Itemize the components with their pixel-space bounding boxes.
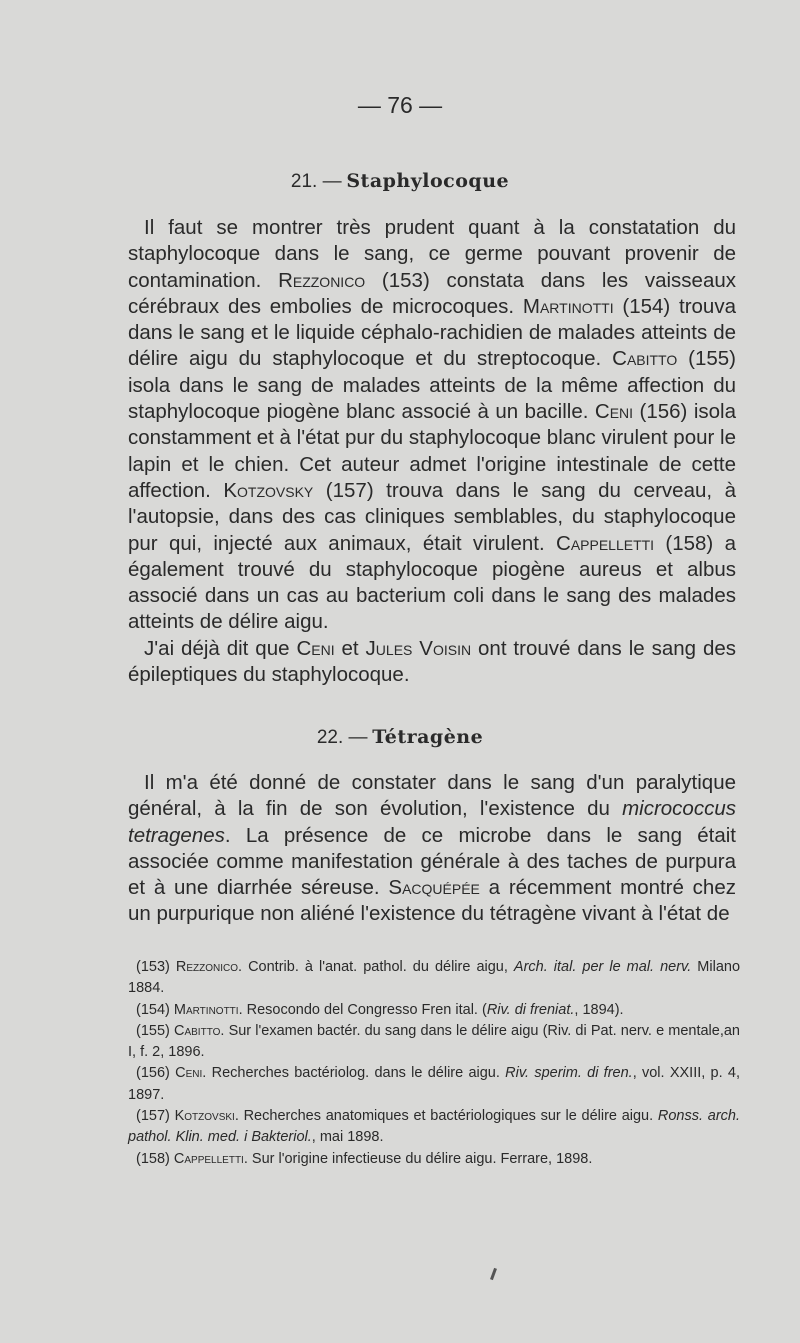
paragraph xyxy=(128,215,736,636)
author-name: Cappelletti xyxy=(556,531,655,555)
footnote-number: (157) xyxy=(136,1108,170,1125)
footnotes xyxy=(128,957,740,1170)
author-name: Jules Voisin xyxy=(365,636,472,660)
section-heading-staphylocoque xyxy=(0,170,800,193)
footnote-number: (154) xyxy=(136,1001,170,1018)
author-name: Martinotti xyxy=(522,294,614,318)
paragraph xyxy=(128,636,736,689)
section-number: 22. — xyxy=(316,727,368,748)
paragraph xyxy=(128,770,736,928)
text-run: . Resocondo del Congresso Fren ital. ( xyxy=(238,1001,487,1018)
author-name: Cappelletti xyxy=(173,1150,244,1167)
text-run: (156) isola constamment et à l'état pur du staphylocoque blanc virulent pour le lapin et le chien. Cet auteur admet l'origine intestinale de cette affection. xyxy=(128,400,736,502)
journal-title: Ronss. arch. pathol. Klin. med. i Bakteriol. xyxy=(128,1108,740,1146)
text-run: (158) a également trouvé du staphylocoque piogène aureus et albus associé dans un cas au bacterium coli dans le sang des malades atteints de délire aigu. xyxy=(128,531,736,634)
footnote xyxy=(128,1063,740,1106)
ink-mark xyxy=(490,1268,497,1280)
text-run: (153) constata dans les vaisseaux cérébraux des embolies de microcoques. xyxy=(128,268,736,318)
section-title: Tétragène xyxy=(372,726,484,748)
author-name: Rezzonico xyxy=(175,959,239,975)
text-run: (157) trouva dans le sang du cerveau, à l'autopsie, dans des cas cliniques semblables, du staphylocoque pur qui, injecté aux animaux, était virulent. xyxy=(128,478,736,555)
author-name: Rezzonico xyxy=(278,268,366,292)
text-run: . Recherches anatomiques et bactériologiques sur le délire aigu. xyxy=(234,1108,658,1125)
text-run: , 1894). xyxy=(574,1001,624,1018)
author-name: Ceni xyxy=(175,1065,203,1082)
text-run: J'ai déjà dit que xyxy=(144,636,297,660)
footnote-number: (153) xyxy=(136,959,170,975)
footnote-number: (156) xyxy=(136,1065,170,1082)
text-run: , mai 1898. xyxy=(311,1129,384,1146)
author-name: Martinotti xyxy=(173,1001,239,1018)
text-run: . Contrib. à l'anat. pathol. du délire aigu, xyxy=(238,959,514,975)
journal-title: Riv. di freniat. xyxy=(486,1001,575,1018)
text-run: . La présence de ce microbe dans le sang était associée comme manifestation générale à des taches de purpura et à une diarrhée séreuse. xyxy=(128,823,736,900)
footnote xyxy=(128,1149,740,1170)
author-name: Sacquépée xyxy=(388,876,480,900)
text-run: Il faut se montrer très prudent quant à la constatation du staphylocoque dans le sang, ce germe pouvant provenir de contamination. xyxy=(128,216,736,292)
text-run: . Recherches bactériolog. dans le délire aigu. xyxy=(202,1065,506,1082)
section-number: 21. — xyxy=(290,171,342,192)
section-body-tetragene xyxy=(128,770,736,928)
text-run: et xyxy=(334,636,366,660)
text-run: . Sur l'origine infectieuse du délire aigu. Ferrare, 1898. xyxy=(243,1150,593,1167)
text-run: Il m'a été donné de constater dans le sang d'un paralytique général, à la fin de son évolution, l'existence du xyxy=(128,771,736,821)
text-run: a récemment montré chez un purpurique non aliéné l'existence du tétragène vivant à l'état de xyxy=(128,876,736,926)
footnote-number: (158) xyxy=(136,1150,170,1167)
section-title: Staphylocoque xyxy=(346,170,510,192)
footnote xyxy=(128,957,740,1000)
text-run: , vol. XXIII, p. 4, 1897. xyxy=(128,1065,741,1103)
text-run: ont trouvé dans le sang des épileptiques du staphylocoque. xyxy=(128,636,737,687)
journal-title: Arch. ital. per le mal. nerv. xyxy=(513,959,692,975)
text-run: Milano 1884. xyxy=(128,959,741,997)
text-run: (155) isola dans le sang de malades atteints de la même affection du staphylocoque piogène blanc associé à un bacille. xyxy=(128,347,736,424)
author-name: Cabitto xyxy=(612,347,678,371)
section-body-staphylocoque xyxy=(128,215,736,688)
text-run: (154) trouva dans le sang et le liquide céphalo-rachidien de malades atteints de délire aigu du staphylocoque et du streptocoque. xyxy=(128,294,736,371)
species-name: micrococcus tetragenes xyxy=(128,797,736,847)
author-name: Ceni xyxy=(594,400,634,424)
footnote xyxy=(128,1106,740,1149)
author-name: Ceni xyxy=(296,636,335,660)
footnote xyxy=(128,1000,740,1021)
section-heading-tetragene xyxy=(0,726,800,749)
footnote xyxy=(128,1021,740,1064)
footnote-number: (155) xyxy=(136,1022,170,1039)
author-name: Kotzovsky xyxy=(223,478,314,502)
journal-title: Riv. sperim. di fren. xyxy=(505,1065,633,1082)
text-run: . Sur l'examen bactér. du sang dans le délire aigu (Riv. di Pat. nerv. e mentale,an I, f. 2, 1896. xyxy=(128,1022,741,1061)
author-name: Cabitto xyxy=(174,1022,221,1039)
page-number: — 76 — xyxy=(357,92,443,118)
author-name: Kotzovski xyxy=(174,1108,235,1125)
